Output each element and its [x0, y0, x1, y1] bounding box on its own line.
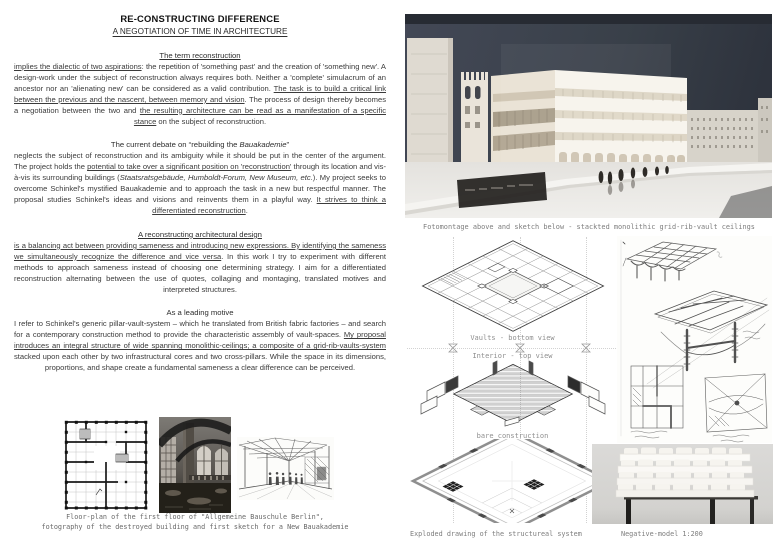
section-body: is a balancing act between providing sameness and introducing new expressions. By identifying the sameness we simultaneously recognize the difference and vice versa. In this work I try to experiment with different methods to approach sameness instead of choosing one determining strategy. I aim for a differentiated reconstruction alternating between the use of quotes, collaging and montaging, translated motives and interpreted structures. — [14, 240, 387, 294]
destroyed-building-photo — [159, 417, 231, 513]
section-heading: A reconstructing architectural design — [138, 229, 262, 239]
section-heading: As a leading motive — [166, 308, 234, 318]
bare-construction-label: bare construction — [476, 432, 549, 440]
section-body: I refer to Schinkel's generic pillar-vault-system – which he translated from British fabric factories – and search for a contemporary construction method to provide the characteristic assembly of vault-spaces. My proposal introduces an integral structure of wide spanning monolithic-ceilings; a composite of a grid-rib-vaults-system stacked upon each other by two infrastructural cores and two cross-pillars. While the space in its dimensions, proportions, and shape create a fundamental sameness a clear difference can be perceived. — [14, 319, 386, 373]
left-figures-caption — [0, 513, 390, 532]
section-heading: The current debate on “rebuilding the Bauakademie” — [110, 140, 290, 150]
interior-top-view-drawing — [417, 357, 609, 431]
vaults-bottom-view-drawing — [417, 237, 609, 335]
section-term-reconstruction — [14, 51, 386, 127]
section-leading-motive — [14, 308, 386, 374]
section-current-debate — [14, 140, 386, 216]
section-heading: The term reconstruction — [159, 51, 241, 60]
negative-model-photo — [592, 444, 773, 524]
pencil-sketches-figure — [617, 236, 772, 443]
interior-label: Interior - top view — [472, 352, 553, 360]
vaults-label: Vaults - bottom view — [470, 334, 555, 342]
caption-line-1: Floor-plan of the first floor of "Allgemeine Bauschule Berlin", — [66, 513, 324, 521]
page-subtitle: A NEGOTIATION OF TIME IN ARCHITECTURE — [112, 27, 288, 36]
fotomontage-photo — [405, 14, 772, 218]
section-body: implies the dialectic of two aspirations: the repetition of 'something past' and the creation of 'something new'. A design-work under the subject of reconstruction always requires both. Neither a 'complete' simulacrum of an ancestor nor an 'alienating new' can be considered as a valid contribution. The task is to build a critical link between the previous and the nascent, between memory and vision. The process of design thereby becomes a negotiation between the two and the resulting architecture can be read as a manifestation of a specific stance on the subject of reconstruction. — [14, 62, 387, 126]
left-text-column — [14, 13, 386, 387]
iso-drawings-column — [405, 235, 620, 527]
exploded-drawing-caption: Exploded drawing of the structureal system — [410, 530, 582, 538]
section-body: neglects the subject of reconstruction and its ambiguity while it should be put in the center of the argument. The project holds the potential to take over a significant position on 'reconstruction' through its location and vis-à-vis its surrounding buildings (Staatsratsgebäude, Humboldt-Forum, New Museum, etc.). My project seeks to overcome Schinkel's mystified Bauakademie and to approach the task in a new but respectful manner. The proposal studies Schinkel's ideas and visions and reinvents them in a playful way. It strives to think a differentiated reconstruction. — [14, 151, 386, 215]
section-architectural-design — [14, 230, 386, 296]
negative-model-caption: Negative-model 1:200 — [621, 530, 703, 538]
bare-construction-drawing — [406, 439, 618, 523]
hall-sketch-figure — [237, 437, 334, 500]
page-title: RE-CONSTRUCTING DIFFERENCE — [120, 13, 280, 24]
caption-line-2: fotography of the destroyed building and first sketch for a New Bauakademie — [41, 522, 349, 531]
floorplan-figure — [60, 417, 152, 512]
fotomontage-caption: Fotomontage above and sketch below - stackted monolithic grid-rib-vault ceilings — [423, 223, 755, 231]
